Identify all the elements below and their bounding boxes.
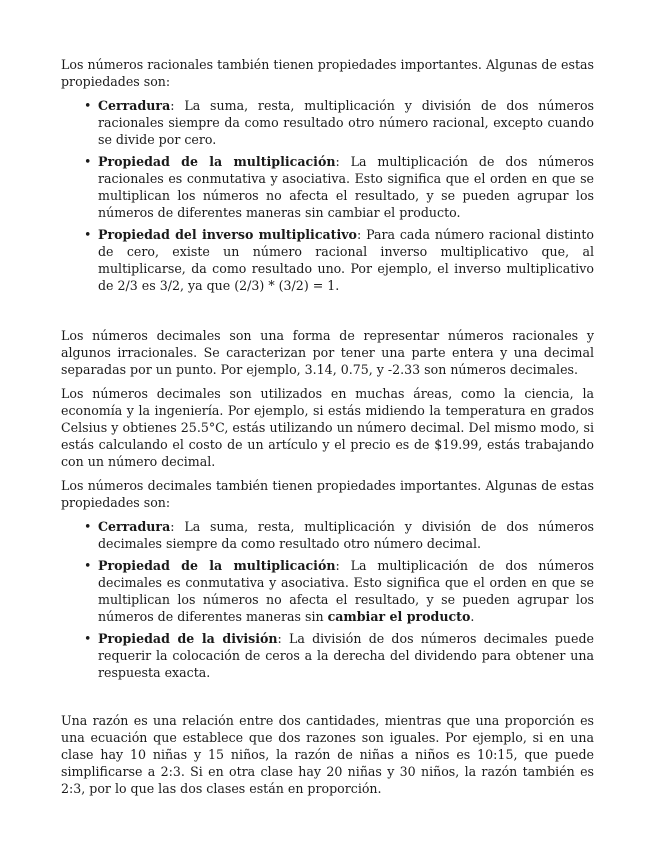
section-spacer	[61, 688, 594, 712]
property-text: : La suma, resta, multiplicación y división de dos números decimales siempre da como resultado otro número decimal.	[98, 519, 594, 551]
property-text: : Para cada número racional distinto de cero, existe un número racional inverso multiplicativo que, al multiplicarse, da como resultado uno. Por ejemplo, el inverso multiplicativo de 2/3 es 3/2, ya que (2/3) * (3/2) = 1.	[98, 227, 594, 293]
property-term: Cerradura	[98, 98, 171, 113]
list-item	[98, 153, 594, 221]
section-spacer	[61, 301, 594, 327]
property-text: : La división de dos números decimales puede requerir la colocación de ceros a la derecha del dividendo para obtener una respuesta exacta.	[98, 631, 594, 680]
property-end: .	[470, 609, 475, 624]
decimales-uses: Los números decimales son utilizados en muchas áreas, como la ciencia, la economía y la ingeniería. Por ejemplo, si estás midiendo la temperatura en grados Celsius y obtienes 25.5°C, estás utilizando un número decimal. Del mismo modo, si estás calculando el costo de un artículo y el precio es de $19.99, estás trabajando con un número decimal.	[61, 386, 594, 469]
racionales-intro: Los números racionales también tienen propiedades importantes. Algunas de estas propiedades son:	[61, 57, 594, 89]
list-item	[98, 518, 594, 552]
list-item	[98, 630, 594, 681]
racionales-property-list	[61, 97, 594, 294]
property-text: : La suma, resta, multiplicación y división de dos números racionales siempre da como resultado otro número racional, excepto cuando se divide por cero.	[98, 98, 594, 147]
decimales-intro: Los números decimales también tienen propiedades importantes. Algunas de estas propiedades son:	[61, 478, 594, 510]
document-page	[61, 56, 594, 804]
list-item	[98, 97, 594, 148]
property-term: Cerradura	[98, 519, 171, 534]
property-text: : La multiplicación de dos números decimales es conmutativa y asociativa. Esto significa que el orden en que se multiplican los números no afecta el resultado, y se pueden agrupar los números de diferentes maneras sin	[98, 558, 595, 624]
property-term: Propiedad de la división	[98, 631, 278, 646]
list-item	[98, 557, 594, 625]
property-term: Propiedad del inverso multiplicativo	[98, 227, 357, 242]
decimales-property-list	[61, 518, 594, 681]
property-term: Propiedad de la multiplicación	[98, 558, 336, 573]
decimales-definition: Los números decimales son una forma de representar números racionales y algunos irracionales. Se caracterizan por tener una parte entera y una decimal separadas por un punto. Por ejemplo, 3.14, 0.75, y -2.33 son números decimales.	[61, 328, 594, 377]
razon-proporcion-paragraph: Una razón es una relación entre dos cantidades, mientras que una proporción es una ecuación que establece que dos razones son iguales. Por ejemplo, si en una clase hay 10 niñas y 15 niños, la razón de niñas a niños es 10:15, que puede simplificarse a 2:3. Si en otra clase hay 20 niñas y 30 niños, la razón también es 2:3, por lo que las dos clases están en proporción.	[61, 713, 594, 796]
property-term: Propiedad de la multiplicación	[98, 154, 336, 169]
property-text: : La multiplicación de dos números racionales es conmutativa y asociativa. Esto significa que el orden en que se multiplican los números no afecta el resultado, y se pueden agrupar los números de diferentes maneras sin cambiar el producto.	[98, 154, 595, 220]
list-item	[98, 226, 594, 294]
property-bold-tail: cambiar el producto	[327, 609, 471, 624]
